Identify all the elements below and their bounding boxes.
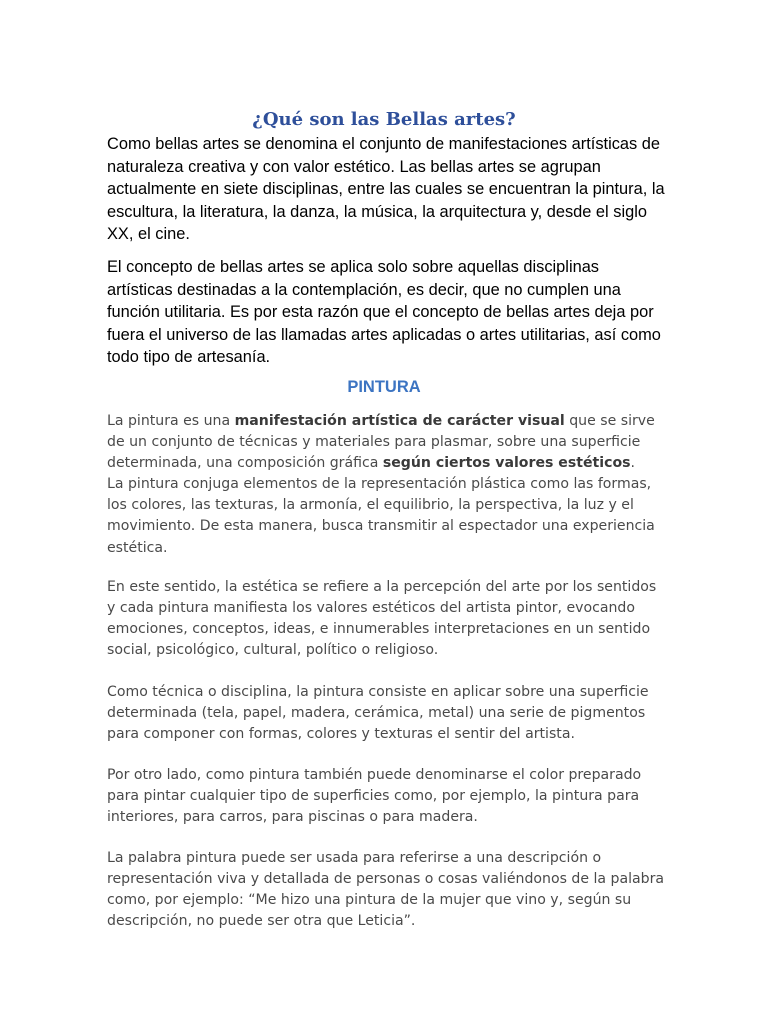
text-run: . [630,455,636,472]
pintura-paragraph-palabra: La palabra pintura puede ser usada para referirse a una descripción o representación viva y detallada de personas o cosas valiéndonos de la palabra como, por ejemplo: “Me hizo una pintura de la mujer que vino y, según su descripción, no puede ser otra que Leticia”. [107,850,665,930]
intro-paragraph: Como bellas artes se denomina el conjunto de manifestaciones artísticas de naturaleza creativa y con valor estético. Las bellas artes se agrupan actualmente en siete disciplinas, entre las cuales se encuentran la pintura, la escultura, la literatura, la danza, la música, la arquitectura y, desde el siglo XX, el cine. [107,135,665,244]
pintura-paragraph-tecnica: Como técnica o disciplina, la pintura consiste en aplicar sobre una superficie determinada (tela, papel, madera, cerámica, metal) una serie de pigmentos para componer con formas, colores y texturas el sentir del artista. [107,684,649,743]
section-heading-pintura: PINTURA [347,378,421,396]
pintura-paragraph-color: Por otro lado, como pintura también puede denominarse el color preparado para pintar cualquier tipo de superficies como, por ejemplo, la pintura para interiores, para carros, para piscinas o para madera. [107,767,642,826]
page-title: ¿Qué son las Bellas artes? [252,109,516,130]
text-run: La pintura es una [107,413,235,429]
text-run: que se sirve de un conjunto de técnicas y materiales para plasmar, sobre una superficie determinada, una composición gráfica [107,413,655,472]
bold-phrase: según ciertos valores estéticos [382,455,631,472]
pintura-paragraph-estetica: En este sentido, la estética se refiere a la percepción del arte por los sentidos y cada pintura manifiesta los valores estéticos del artista pintor, evocando emociones, conceptos, ideas, e innumerables interpretaciones en un sentido social, psicológico, cultural, político o religioso. [107,579,657,659]
text-run: La pintura conjuga elementos de la representación plástica como las formas, los colores, las texturas, la armonía, el equilibrio, la perspectiva, la luz y el movimiento. De esta manera, busca transmitir al espectador una experiencia estética. [107,476,655,556]
bold-phrase: manifestación artística de carácter visual [234,413,565,429]
intro-paragraph: El concepto de bellas artes se aplica solo sobre aquellas disciplinas artísticas destinadas a la contemplación, es decir, que no cumplen una función utilitaria. Es por esta razón que el concepto de bellas artes deja por fuera el universo de las llamadas artes aplicadas o artes utilitarias, así como todo tipo de artesanía. [107,258,661,367]
pintura-paragraph-definition [107,411,667,559]
